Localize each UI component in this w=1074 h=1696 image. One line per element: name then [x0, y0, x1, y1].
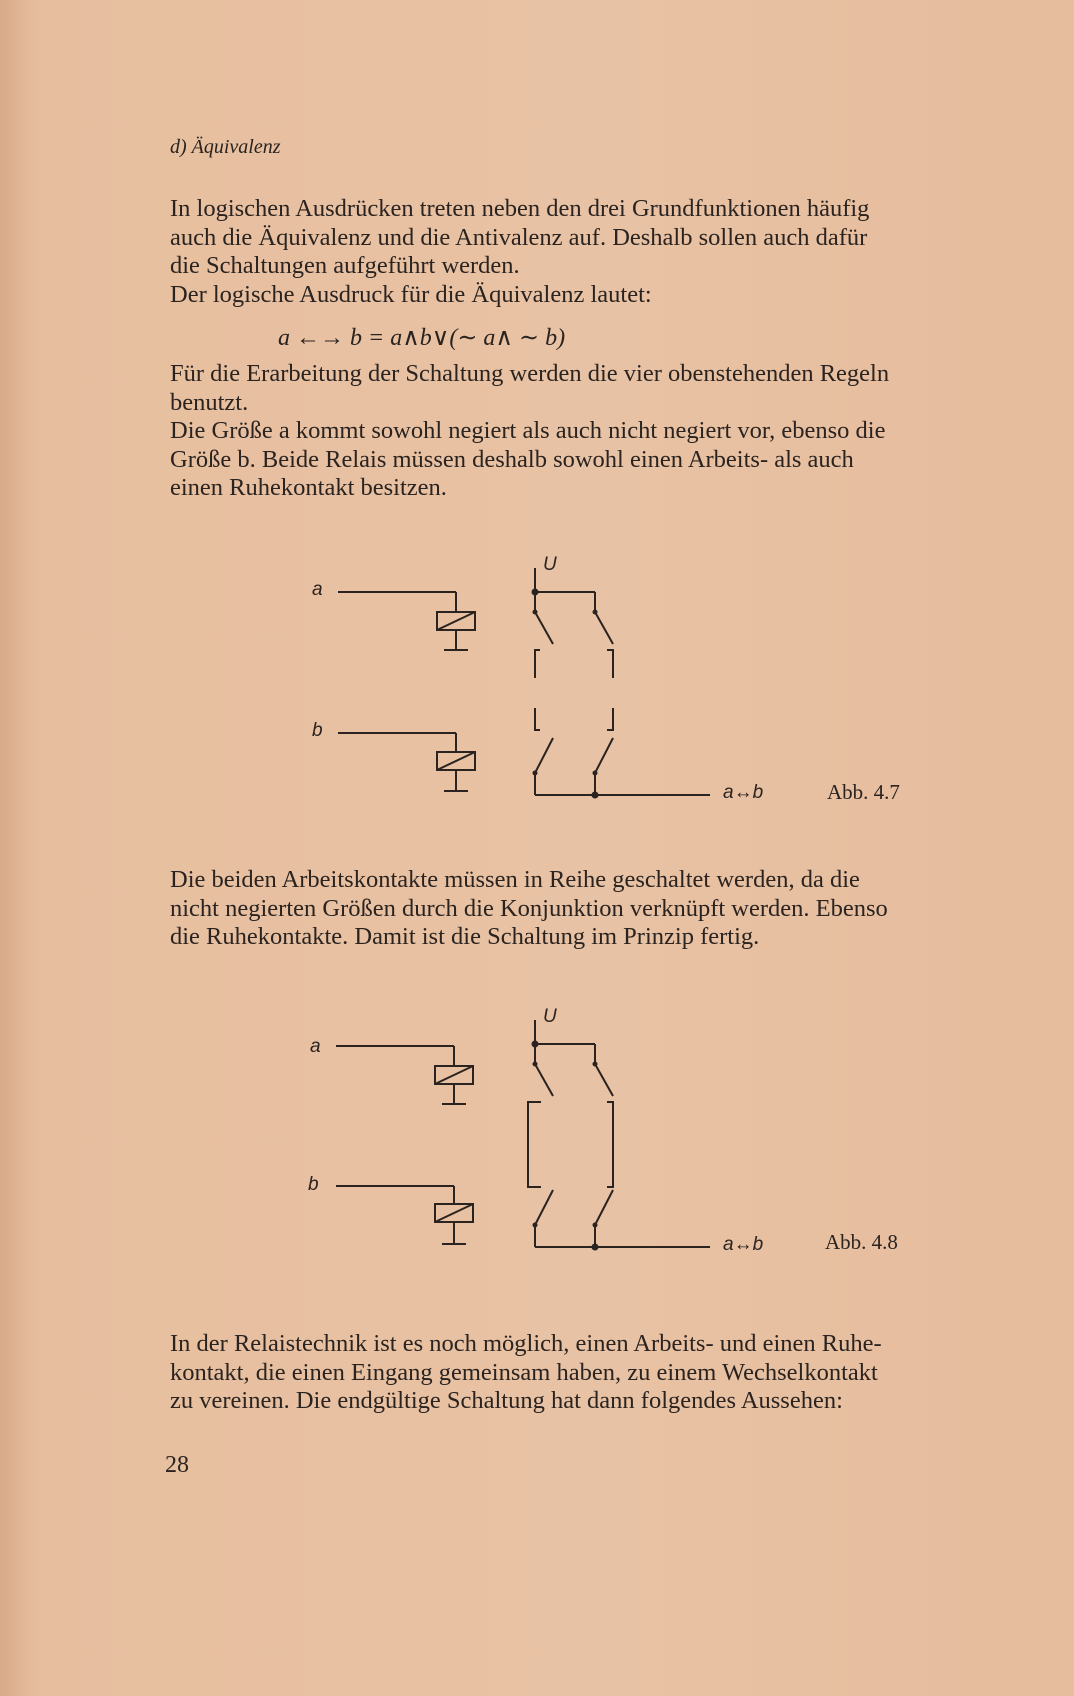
text-line: Die beiden Arbeitskontakte müssen in Reihe geschaltet werden, da die [170, 866, 860, 893]
text-line: kontakt, die einen Eingang gemeinsam haben, zu einem Wechselkontakt [170, 1358, 878, 1386]
supply-label: U [543, 554, 557, 575]
text-line: Für die Erarbeitung der Schaltung werden die vier obenstehenden Regeln [170, 360, 890, 387]
text-line: auch die Äquivalenz und die Antivalenz auf. Deshalb sollen auch dafür [170, 223, 868, 251]
text-line: Der logische Ausdruck für die Äquivalenz lautet: [170, 280, 652, 308]
relay-circuit-diagram [290, 1012, 1030, 1262]
figure-caption: Abb. 4.8 [825, 1230, 898, 1254]
input-a-label: a [310, 1036, 321, 1057]
text-line: zu vereinen. Die endgültige Schaltung hat dann folgendes Aussehen: [170, 1387, 843, 1414]
figure-4-7 [290, 554, 1030, 810]
input-a-label: a [312, 579, 323, 600]
text-line: Die Größe a kommt sowohl negiert als auch nicht negiert vor, ebenso die [170, 417, 886, 444]
text-line: In der Relaistechnik ist es noch möglich, einen Arbeits- und einen Ruhe- [170, 1330, 882, 1357]
text-line: benutzt. [170, 388, 249, 416]
text-line: die Ruhekontakte. Damit ist die Schaltung im Prinzip fertig. [170, 923, 760, 950]
figure-4-8 [290, 1006, 1030, 1262]
input-b-label: b [312, 720, 323, 741]
supply-label: U [543, 1006, 557, 1027]
output-label: a↔b [723, 1234, 764, 1255]
text-line: die Schaltungen aufgeführt werden. [170, 252, 520, 279]
input-b-label: b [308, 1174, 319, 1195]
page-number: 28 [165, 1452, 189, 1478]
equivalence-formula: a ←→ b = a∧b∨(∼ a∧ ∼ b) [278, 325, 566, 351]
middle-paragraph [170, 866, 1025, 952]
rules-paragraph [170, 360, 1025, 503]
text-line: einen Ruhekontakt besitzen. [170, 474, 447, 501]
text-line: In logischen Ausdrücken treten neben den drei Grundfunktionen häufig [170, 195, 870, 222]
figure-caption: Abb. 4.7 [827, 780, 900, 804]
intro-paragraph [170, 195, 1025, 309]
output-label: a↔b [723, 782, 764, 803]
relay-circuit-diagram [290, 560, 1030, 810]
text-line: Größe b. Beide Relais müssen deshalb sowohl einen Arbeits- als auch [170, 445, 854, 473]
section-title: d) Äquivalenz [170, 136, 281, 158]
final-paragraph [170, 1330, 1025, 1416]
text-line: nicht negierten Größen durch die Konjunktion verknüpft werden. Ebenso [170, 894, 888, 922]
